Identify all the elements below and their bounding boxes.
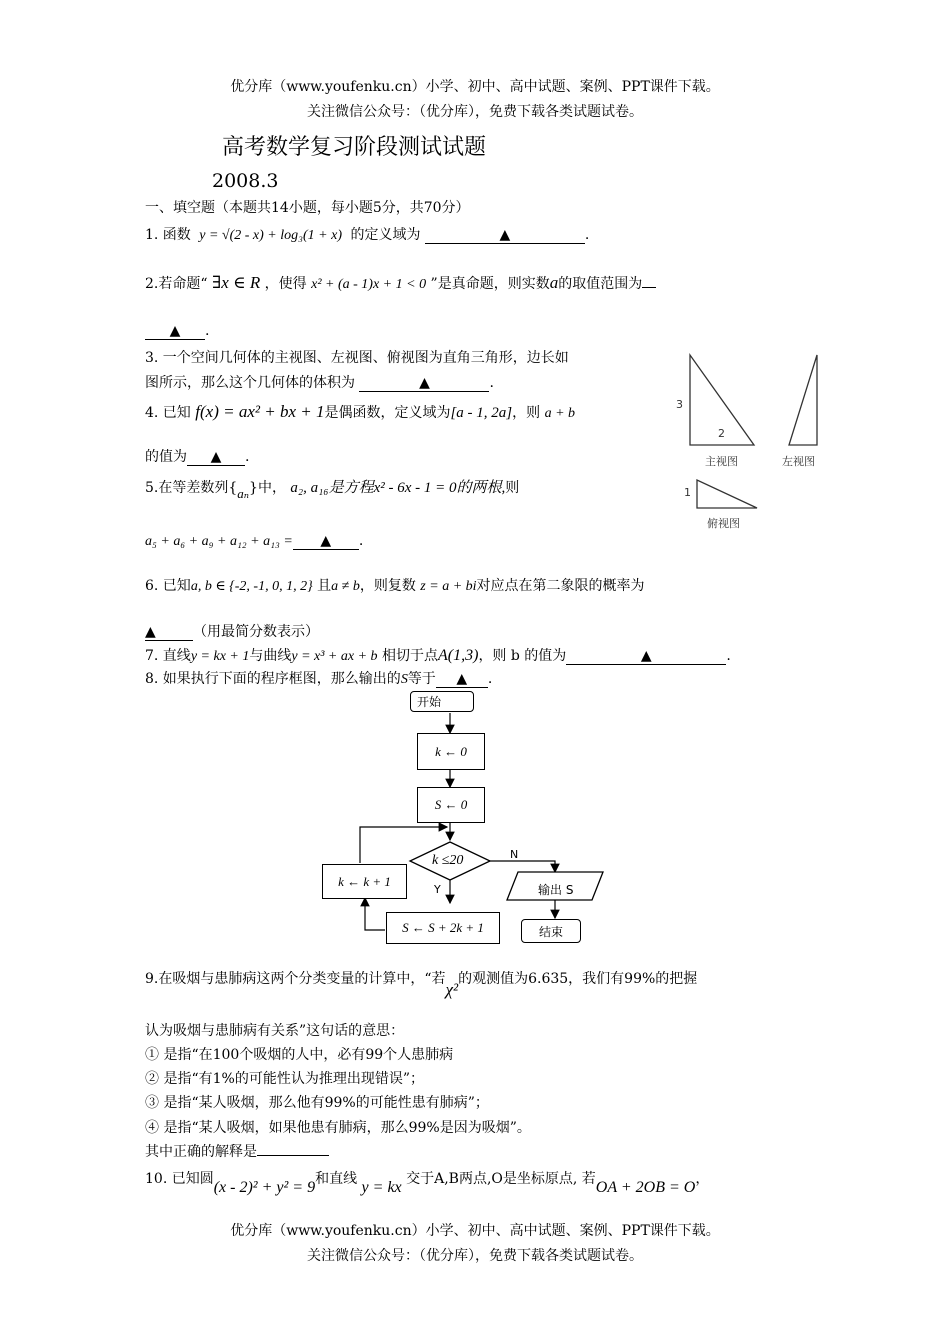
q9-answer-line — [145, 1141, 329, 1161]
three-view-figure — [672, 350, 832, 535]
question-4 — [145, 402, 575, 422]
q5-prefix: 5.在等差数列{ — [145, 480, 238, 496]
question-10 — [145, 1168, 710, 1196]
q5-sum: a₅ + a₆ + a₉ + a₁₂ + a₁₃ = — [145, 534, 293, 549]
q9-option-4: ④ 是指“某人吸烟，如果他患有肺病，那么99%是因为吸烟”。 — [145, 1120, 531, 1136]
q7-triangle: ▲ — [640, 648, 652, 664]
q1-formula: y = √(2 - x) + log₃(1 + x) — [199, 228, 342, 243]
flowchart-init-s: S ← 0 — [417, 787, 485, 823]
q6-prefix: 6. 已知 — [145, 578, 191, 594]
top-view-label-1: 1 — [684, 486, 691, 499]
q8-var: S — [400, 672, 408, 687]
q1-end: . — [584, 227, 590, 243]
q2-end: . — [205, 323, 210, 339]
q8-end: . — [487, 671, 493, 687]
flowchart-output-text: 输出 S — [538, 883, 574, 897]
q2-var-a: a — [549, 273, 559, 292]
header-line-1: 优分库（www.youfenku.cn）小学、初中、高中试题、案例、PPT课件下载。 — [230, 79, 720, 95]
q1-suffix: 的定义域为 — [350, 227, 421, 243]
q4-then: ，则 — [512, 405, 541, 421]
q9-suffix: 的观测值为6.635，我们有99%的把握 — [458, 971, 698, 987]
q6-note: （用最简分数表示） — [193, 624, 319, 640]
q10-end: ， — [695, 1171, 710, 1187]
q7-suffix: ，则 b 的值为 — [478, 648, 567, 664]
q10-line: y = kx — [361, 1179, 402, 1196]
q10-prefix: 10. 已知圆 — [145, 1171, 214, 1187]
q1-prefix: 1. 函数 — [145, 227, 191, 243]
q6-set: a, b ∈ {-2, -1, 0, 1, 2} — [190, 579, 313, 594]
q4-line2: 的值为 — [145, 449, 187, 465]
flowchart-start: 开始 — [410, 691, 474, 712]
question-9 — [145, 968, 698, 999]
q9-option-3: ③ 是指“某人吸烟，那么他有99%的可能性患有肺病”； — [145, 1095, 489, 1111]
q7-answer-blank[interactable] — [566, 648, 726, 665]
front-view-caption: 主视图 — [705, 455, 738, 468]
question-3-line-1: 3. 一个空间几何体的主视图、左视图、俯视图为直角三角形，边长如 — [145, 350, 569, 366]
q5-answer-blank[interactable] — [293, 533, 359, 550]
top-view-caption: 俯视图 — [707, 517, 740, 530]
exam-date: 2008.3 — [212, 170, 279, 192]
front-view-base-label: 2 — [718, 427, 725, 440]
q9-option-1: ① 是指“在100个吸烟的人中，必有99个人患肺病 — [145, 1047, 454, 1063]
q4-prefix: 4. 已知 — [145, 405, 191, 421]
q9-chi-square: χ² — [445, 980, 459, 999]
question-7 — [145, 645, 731, 665]
q6-answer-blank[interactable] — [145, 624, 193, 641]
q2-tail: 的取值范围为 — [558, 276, 643, 292]
q4-answer-blank[interactable] — [187, 449, 245, 466]
question-2 — [145, 273, 656, 293]
q8-prefix: 8. 如果执行下面的程序框图，那么输出的 — [145, 671, 401, 687]
q2-prefix: 2.若命题“ — [145, 276, 208, 292]
q8-answer-blank[interactable] — [436, 671, 488, 688]
q5-sequence: aₙ — [237, 486, 250, 501]
q6-and: 且 — [317, 578, 332, 594]
q6-triangle: ▲ — [145, 624, 156, 640]
q10-circle: (x - 2)² + y² = 9 — [213, 1179, 316, 1196]
q7-end: . — [726, 648, 731, 664]
top-view-triangle — [697, 480, 757, 508]
q7-line: y = kx + 1 — [190, 649, 250, 664]
q6-mid: ，则复数 — [359, 578, 416, 594]
q5-answer-line — [145, 533, 363, 550]
q7-prefix: 7. 直线 — [145, 648, 191, 664]
q3-end: . — [489, 375, 494, 391]
question-3-line-2 — [145, 372, 494, 392]
question-6 — [145, 575, 645, 595]
q3-triangle: ▲ — [419, 375, 430, 391]
q2-inequality: x² + (a - 1)x + 1 < 0 — [311, 277, 427, 292]
side-view-caption: 左视图 — [782, 455, 815, 468]
flowchart-init-k: k ← 0 — [417, 733, 485, 770]
q6-suffix: 对应点在第二象限的概率为 — [476, 578, 645, 594]
q5-end: . — [358, 533, 364, 549]
q7-curve: y = x³ + ax + b — [291, 649, 378, 664]
q7-mid2: 相切于点 — [382, 648, 438, 664]
footer-line-2: 关注微信公众号：（优分库），免费下载各类试题试卷。 — [307, 1248, 643, 1264]
question-5 — [145, 476, 519, 502]
q8-triangle: ▲ — [456, 671, 468, 687]
question-1 — [145, 224, 589, 244]
q9-line-2: 认为吸烟与患肺病有关系”这句话的意思： — [145, 1023, 405, 1039]
q7-mid1: 与曲线 — [249, 648, 292, 664]
q7-point: A(1,3) — [438, 647, 479, 664]
side-view-triangle — [789, 355, 817, 445]
q5-triangle: ▲ — [320, 533, 332, 549]
q4-domain: [a - 1, 2a] — [450, 405, 513, 421]
section-heading: 一、填空题（本题共14小题，每小题5分，共70分） — [145, 200, 470, 216]
q4-triangle: ▲ — [210, 449, 222, 465]
q4-answer-line — [145, 446, 249, 466]
q2-suffix: ”是真命题，则实数 — [430, 276, 550, 292]
q8-suffix: 等于 — [407, 671, 436, 687]
flowchart-no-label: N — [510, 848, 519, 861]
q3-answer-blank[interactable] — [359, 375, 489, 392]
q6-answer-line — [145, 621, 319, 641]
q10-vector-eq: OA + 2OB = O — [595, 1179, 696, 1196]
q5-then: 则 — [505, 480, 520, 496]
question-8 — [145, 668, 492, 688]
q1-answer-blank[interactable] — [425, 227, 585, 244]
flowchart-update-k: k ← k + 1 — [322, 864, 407, 899]
q3-text: 图所示，那么这个几何体的体积为 — [145, 375, 355, 391]
page-title: 高考数学复习阶段测试试题 — [222, 135, 487, 160]
q10-mid: 和直线 — [315, 1171, 358, 1187]
front-view-height-label: 3 — [676, 398, 683, 411]
q6-complex: z = a + bi — [420, 579, 477, 594]
q1-triangle: ▲ — [499, 227, 511, 243]
footer-line-1: 优分库（www.youfenku.cn）小学、初中、高中试题、案例、PPT课件下载。 — [230, 1223, 720, 1239]
q2-triangle: ▲ — [169, 323, 181, 339]
q2-answer-blank[interactable] — [145, 323, 205, 340]
q4-function: f(x) = ax² + bx + 1 — [195, 402, 325, 421]
flowchart-update-s: S ← S + 2k + 1 — [386, 912, 500, 944]
flowchart-end: 结束 — [521, 919, 581, 943]
q6-condition: a ≠ b — [331, 579, 360, 594]
q5-condition: a₂, a₁₆是方程x² - 6x - 1 = 0的两根, — [290, 480, 506, 496]
header-line-2: 关注微信公众号：（优分库），免费下载各类试题试卷。 — [307, 104, 643, 120]
flowchart-yes-label: Y — [434, 883, 441, 896]
q2-formula-exists: ∃x ∈ R — [211, 273, 261, 292]
q5-close: }中， — [249, 480, 286, 496]
q4-mid: 是偶函数，定义域为 — [324, 405, 451, 421]
q9-answer-blank[interactable] — [257, 1141, 329, 1156]
q9-prefix: 9.在吸烟与患肺病这两个分类变量的计算中，“若 — [145, 971, 446, 987]
q10-suffix: 交于A,B两点,O是坐标原点, 若 — [406, 1171, 596, 1187]
q9-last: 其中正确的解释是 — [145, 1144, 257, 1160]
q4-expr: a + b — [544, 406, 576, 421]
flowchart-condition-text: k ≤20 — [432, 853, 464, 868]
q2-answer-line — [145, 323, 209, 340]
q9-option-2: ② 是指“有1%的可能性认为推理出现错误”； — [145, 1071, 424, 1087]
q4-end: . — [245, 449, 250, 465]
q2-mid: ，使得 — [264, 276, 307, 292]
